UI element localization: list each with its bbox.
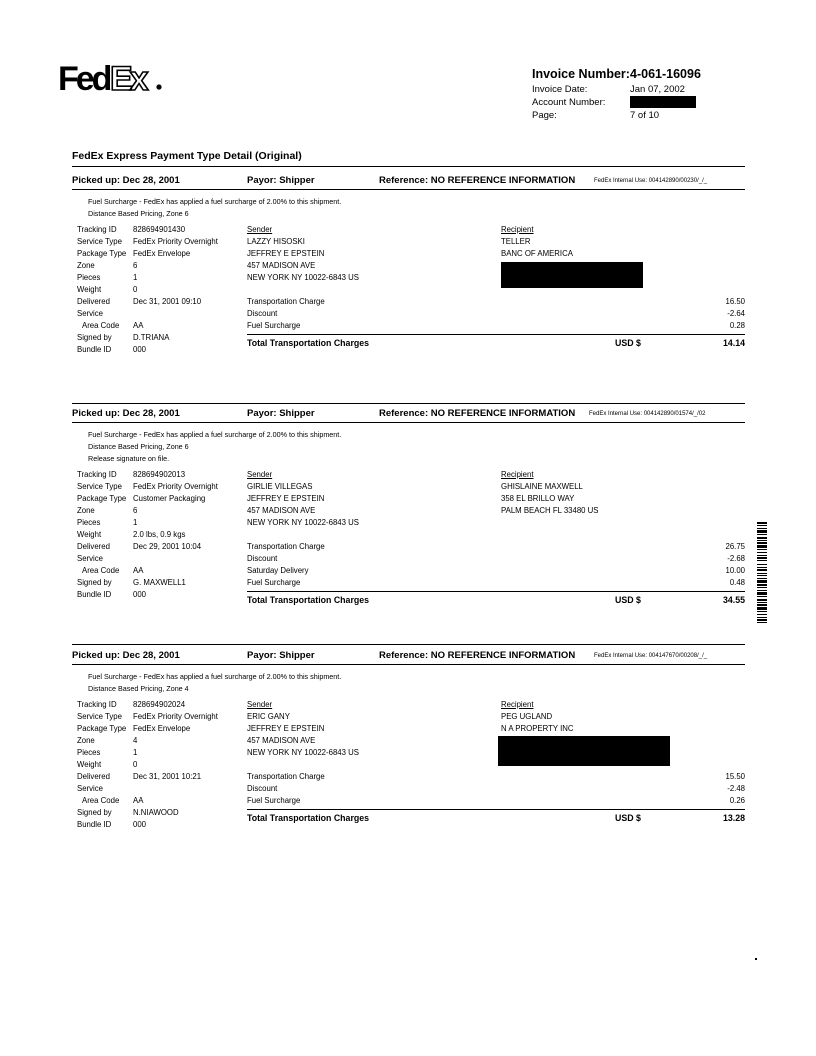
detail-key: Weight: [77, 285, 102, 294]
shipment-header: [72, 175, 748, 189]
title-rule: [72, 166, 745, 167]
detail-key: Service: [77, 309, 103, 318]
detail-key: Weight: [77, 530, 102, 539]
note-line: Distance Based Pricing, Zone 6: [88, 209, 189, 218]
note-line: Fuel Surcharge - FedEx has applied a fuel surcharge of 2.00% to this shipment.: [88, 430, 342, 439]
sender-line: JEFFREY E EPSTEIN: [247, 494, 325, 503]
charge-label: Transportation Charge: [247, 772, 325, 781]
sender-label: Sender: [247, 700, 273, 709]
sender-line: NEW YORK NY 10022-6843 US: [247, 748, 359, 757]
total-label: Total Transportation Charges: [247, 813, 370, 823]
detail-value: AA: [133, 796, 144, 805]
charge-amount: 0.48: [729, 578, 745, 587]
detail-value: FedEx Priority Overnight: [133, 237, 218, 246]
detail-value: 000: [133, 345, 147, 354]
shipment-notes: [88, 196, 748, 220]
sender-line: NEW YORK NY 10022-6843 US: [247, 273, 359, 282]
charge-label: Fuel Surcharge: [247, 321, 301, 330]
detail-value: FedEx Envelope: [133, 724, 191, 733]
shipment-rule: [72, 189, 745, 190]
page-label: Page:: [532, 110, 557, 121]
shipment-header: [72, 408, 748, 422]
currency: USD $: [615, 595, 641, 605]
redaction-bar: [501, 262, 643, 288]
currency: USD $: [615, 813, 641, 823]
detail-value: 0: [133, 760, 138, 769]
charge-amount: 26.75: [725, 542, 745, 551]
detail-value: Customer Packaging: [133, 494, 206, 503]
shipment-3: [72, 650, 748, 829]
charge-row: [247, 553, 745, 565]
charge-amount: -2.48: [727, 784, 745, 793]
charge-label: Fuel Surcharge: [247, 796, 301, 805]
sender-line: 457 MADISON AVE: [247, 506, 316, 515]
total-amount: 14.14: [722, 338, 745, 348]
detail-key: Tracking ID: [77, 700, 117, 709]
account-number-label: Account Number:: [532, 97, 606, 108]
charge-row: [247, 783, 745, 795]
charge-label: Transportation Charge: [247, 542, 325, 551]
detail-key: Package Type: [77, 249, 127, 258]
barcode-icon: [757, 522, 767, 624]
detail-key: Delivered: [77, 297, 110, 306]
detail-value: AA: [133, 566, 144, 575]
detail-key: Bundle ID: [77, 590, 112, 599]
reference: Reference: NO REFERENCE INFORMATION: [379, 650, 576, 661]
sender-line: 457 MADISON AVE: [247, 736, 316, 745]
note-line: Fuel Surcharge - FedEx has applied a fuel surcharge of 2.00% to this shipment.: [88, 672, 342, 681]
detail-key: Service Type: [77, 482, 122, 491]
detail-key: Tracking ID: [77, 470, 117, 479]
detail-key: Area Code: [82, 321, 120, 330]
detail-value: Dec 31, 2001 10:21: [133, 772, 202, 781]
shipment-notes: [88, 671, 748, 695]
detail-value: 828694902024: [133, 700, 186, 709]
payor: Payor: Shipper: [247, 408, 315, 419]
detail-value: 000: [133, 590, 147, 599]
invoice-date-label: Invoice Date:: [532, 84, 588, 95]
detail-key: Service Type: [77, 237, 122, 246]
charge-amount: 0.26: [729, 796, 745, 805]
detail-key: Signed by: [77, 808, 112, 817]
total-row: [247, 809, 745, 823]
total-amount: 13.28: [722, 813, 745, 823]
sender-label: Sender: [247, 225, 273, 234]
total-amount: 34.55: [722, 595, 745, 605]
detail-key: Service: [77, 554, 103, 563]
invoice-number: 4-061-16096: [630, 67, 701, 81]
shipment-notes: [88, 429, 748, 465]
invoice-number-row: [532, 66, 752, 82]
shipment-2: [72, 408, 748, 605]
detail-key: Zone: [77, 736, 95, 745]
sender-line: JEFFREY E EPSTEIN: [247, 249, 325, 258]
detail-value: 0: [133, 285, 138, 294]
shipment-details: [77, 224, 218, 356]
redaction-bar: [498, 736, 670, 766]
detail-key: Weight: [77, 760, 102, 769]
detail-value: N.NIAWOOD: [133, 808, 179, 817]
detail-value: 1: [133, 748, 138, 757]
recipient-line: TELLER: [501, 237, 531, 246]
charge-label: Discount: [247, 309, 278, 318]
sender-line: GIRLIE VILLEGAS: [247, 482, 313, 491]
reference: Reference: NO REFERENCE INFORMATION: [379, 175, 576, 186]
detail-value: FedEx Envelope: [133, 249, 191, 258]
detail-value: 828694902013: [133, 470, 186, 479]
sender-line: JEFFREY E EPSTEIN: [247, 724, 325, 733]
detail-key: Pieces: [77, 748, 101, 757]
sender-label: Sender: [247, 470, 273, 479]
picked-up: Picked up: Dec 28, 2001: [72, 175, 180, 186]
total-label: Total Transportation Charges: [247, 595, 370, 605]
invoice-date-row: [532, 83, 752, 96]
detail-key: Pieces: [77, 518, 101, 527]
shipment-rule: [72, 664, 745, 665]
picked-up: Picked up: Dec 28, 2001: [72, 408, 180, 419]
charge-label: Discount: [247, 554, 278, 563]
charge-row: [247, 565, 745, 577]
detail-key: Bundle ID: [77, 345, 112, 354]
recipient-line: PALM BEACH FL 33480 US: [501, 506, 599, 515]
invoice-date: Jan 07, 2002: [630, 84, 685, 95]
svg-text:Fed: Fed: [58, 60, 110, 94]
detail-value: Dec 29, 2001 10:04: [133, 542, 202, 551]
charge-row: [247, 541, 745, 553]
charge-label: Saturday Delivery: [247, 566, 309, 575]
charge-row: [247, 795, 745, 807]
note-line: Release signature on file.: [88, 454, 170, 463]
shipment-1: [72, 175, 748, 354]
payor: Payor: Shipper: [247, 175, 315, 186]
charge-amount: 15.50: [725, 772, 745, 781]
detail-value: AA: [133, 321, 144, 330]
svg-text:Ex: Ex: [110, 60, 146, 94]
detail-key: Zone: [77, 261, 95, 270]
detail-value: 6: [133, 261, 138, 270]
currency: USD $: [615, 338, 641, 348]
sender-line: LAZZY HISOSKI: [247, 237, 305, 246]
sender-line: NEW YORK NY 10022-6843 US: [247, 518, 359, 527]
detail-value: FedEx Priority Overnight: [133, 712, 218, 721]
charge-label: Discount: [247, 784, 278, 793]
recipient-line: BANC OF AMERICA: [501, 249, 573, 258]
recipient-line: 358 EL BRILLO WAY: [501, 494, 575, 503]
detail-key: Package Type: [77, 494, 127, 503]
shipment-details: [77, 699, 218, 831]
recipient-block: [501, 224, 643, 292]
detail-value: Dec 31, 2001 09:10: [133, 297, 202, 306]
document-title: FedEx Express Payment Type Detail (Original): [72, 150, 302, 162]
total-label: Total Transportation Charges: [247, 338, 370, 348]
detail-value: D.TRIANA: [133, 333, 170, 342]
recipient-label: Recipient: [501, 700, 534, 709]
internal-use: FedEx Internal Use: 004142890/00230/_/_: [594, 178, 708, 184]
internal-use: FedEx Internal Use: 004147670/00208/_/_: [594, 653, 708, 659]
detail-key: Bundle ID: [77, 820, 112, 829]
detail-key: Tracking ID: [77, 225, 117, 234]
recipient-line: GHISLAINE MAXWELL: [501, 482, 583, 491]
detail-value: 2.0 lbs, 0.9 kgs: [133, 530, 186, 539]
recipient-block: [498, 699, 670, 770]
charges-block: [247, 541, 745, 605]
section-rule: [72, 403, 745, 404]
charge-row: [247, 577, 745, 589]
total-row: [247, 591, 745, 605]
detail-key: Pieces: [77, 273, 101, 282]
shipment-rule: [72, 422, 745, 423]
detail-value: 4: [133, 736, 138, 745]
recipient-label: Recipient: [501, 225, 534, 234]
redaction-bar: [630, 96, 696, 108]
charge-row: [247, 296, 745, 308]
internal-use: FedEx Internal Use: 004142890/01574/_/02: [589, 411, 706, 417]
sender-block: [247, 224, 359, 284]
detail-value: 1: [133, 273, 138, 282]
detail-key: Service Type: [77, 712, 122, 721]
detail-key: Package Type: [77, 724, 127, 733]
detail-key: Delivered: [77, 542, 110, 551]
sender-line: 457 MADISON AVE: [247, 261, 316, 270]
page-value: 7 of 10: [630, 110, 660, 121]
note-line: Distance Based Pricing, Zone 4: [88, 684, 189, 693]
detail-key: Delivered: [77, 772, 110, 781]
note-line: Distance Based Pricing, Zone 6: [88, 442, 189, 451]
detail-key: Zone: [77, 506, 95, 515]
fedex-logo: [58, 60, 166, 94]
charge-amount: -2.68: [727, 554, 745, 563]
charge-amount: 16.50: [725, 297, 745, 306]
picked-up: Picked up: Dec 28, 2001: [72, 650, 180, 661]
payor: Payor: Shipper: [247, 650, 315, 661]
recipient-line: PEG UGLAND: [501, 712, 553, 721]
detail-key: Signed by: [77, 578, 112, 587]
charge-row: [247, 308, 745, 320]
charges-block: [247, 771, 745, 823]
sender-block: [247, 469, 359, 529]
detail-value: FedEx Priority Overnight: [133, 482, 218, 491]
shipment-details: [77, 469, 218, 601]
recipient-label: Recipient: [501, 470, 534, 479]
detail-key: Area Code: [82, 566, 120, 575]
invoice-number-label: Invoice Number:: [532, 67, 630, 81]
charge-amount: 10.00: [725, 566, 745, 575]
sender-block: [247, 699, 359, 759]
page-row: [532, 109, 752, 122]
total-row: [247, 334, 745, 348]
charge-amount: -2.64: [727, 309, 745, 318]
charge-label: Fuel Surcharge: [247, 578, 301, 587]
detail-key: Area Code: [82, 796, 120, 805]
detail-key: Signed by: [77, 333, 112, 342]
detail-value: 1: [133, 518, 138, 527]
account-number-row: [532, 96, 752, 109]
detail-value: 828694901430: [133, 225, 186, 234]
sender-line: ERIC GANY: [247, 712, 290, 721]
recipient-line: N A PROPERTY INC: [501, 724, 574, 733]
invoice-header: [532, 66, 752, 122]
page-mark: [755, 958, 757, 960]
detail-value: G. MAXWELL1: [133, 578, 186, 587]
charge-row: [247, 771, 745, 783]
shipment-header: [72, 650, 748, 664]
note-line: Fuel Surcharge - FedEx has applied a fuel surcharge of 2.00% to this shipment.: [88, 197, 342, 206]
detail-value: 000: [133, 820, 147, 829]
charge-row: [247, 320, 745, 332]
section-rule: [72, 644, 745, 645]
charge-amount: 0.28: [729, 321, 745, 330]
detail-key: Service: [77, 784, 103, 793]
detail-value: 6: [133, 506, 138, 515]
reference: Reference: NO REFERENCE INFORMATION: [379, 408, 576, 419]
charges-block: [247, 296, 745, 348]
recipient-block: [501, 469, 599, 517]
charge-label: Transportation Charge: [247, 297, 325, 306]
